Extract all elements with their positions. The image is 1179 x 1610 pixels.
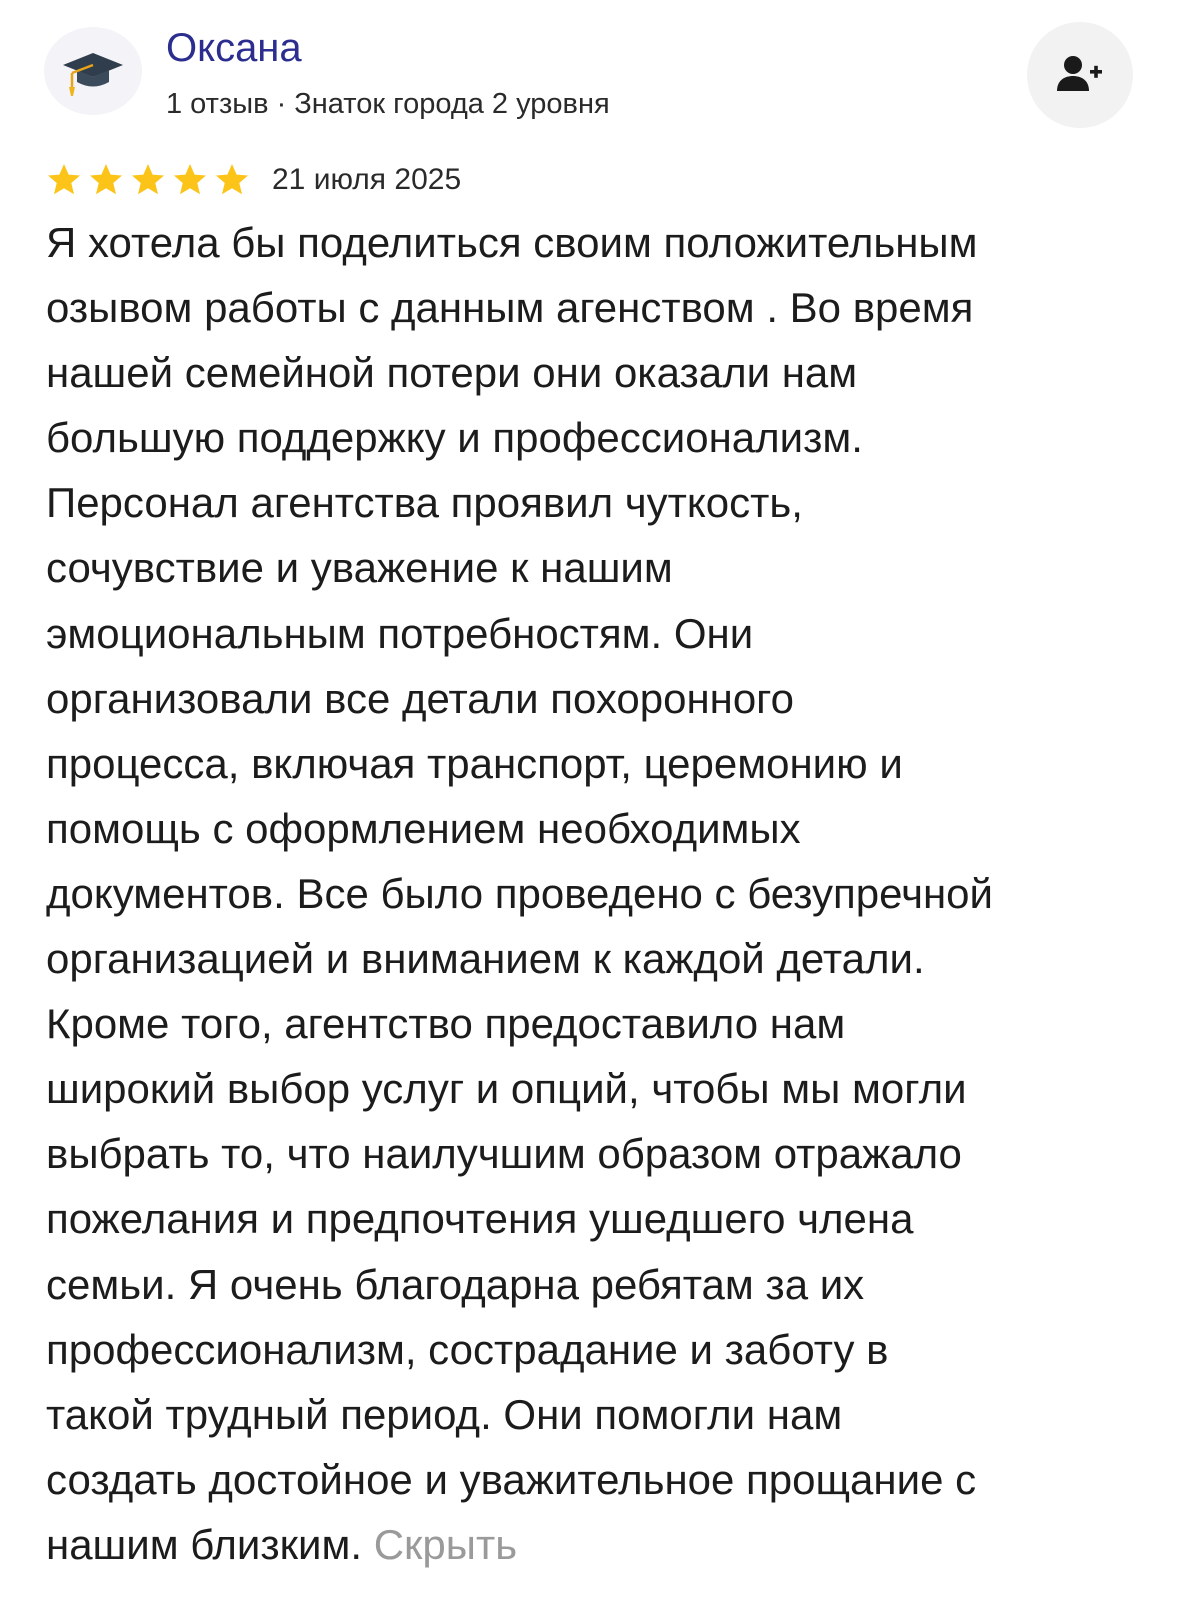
review-text-line-content: эмоциональным потребностям. Они: [46, 609, 754, 657]
review-text-line: [46, 731, 1166, 796]
star-rating: [46, 162, 250, 198]
review-text-line: [46, 1512, 1166, 1577]
review-text-line: [46, 991, 1166, 1056]
review-text-line-content: семьи. Я очень благодарна ребятам за их: [46, 1260, 865, 1308]
review-text-line: [46, 1317, 1166, 1382]
review-text-line-content: профессионализм, сострадание и заботу в: [46, 1325, 889, 1373]
review-text-line: [46, 601, 1166, 666]
review-text-line-content: выбрать то, что наилучшим образом отражало: [46, 1130, 962, 1178]
review-text-line: [46, 796, 1166, 861]
review-text-line-content: сочувствие и уважение к нашим: [46, 544, 673, 592]
review-text-line-content: Я хотела бы поделиться своим положительным: [46, 219, 978, 266]
review-text-line: [46, 275, 1166, 340]
review-text-line-content: такой трудный период. Они помогли нам: [46, 1390, 843, 1438]
author-meta: 1 отзыв · Знаток города 2 уровня: [166, 88, 610, 120]
review-text-line-content: нашим близким.: [46, 1520, 363, 1568]
review-text-line: [46, 340, 1166, 405]
author-avatar[interactable]: [44, 27, 142, 115]
review-text-line-content: организацией и вниманием к каждой детали.: [46, 935, 925, 983]
review-text-line: [46, 926, 1166, 991]
rating-row: [46, 158, 461, 202]
review-text-line-content: документов. Все было проведено с безупречной: [46, 869, 993, 917]
review-text-line: [46, 1447, 1166, 1512]
star-icon: [46, 162, 82, 198]
review-text-line-content: большую поддержку и профессионализм.: [46, 414, 863, 462]
review-text-line: [46, 1186, 1166, 1251]
graduation-cap-icon: [61, 39, 125, 103]
review-text-line-content: широкий выбор услуг и опций, чтобы мы могли: [46, 1065, 967, 1113]
review-text-line: [46, 1056, 1166, 1121]
review-text-line-content: создать достойное и уважительное прощание с: [46, 1455, 977, 1503]
review-text-line-content: нашей семейной потери они оказали нам: [46, 349, 858, 397]
review-text-line: [46, 861, 1166, 926]
review-text-line-content: процесса, включая транспорт, церемонию и: [46, 739, 903, 787]
review-text-line-content: помощь с оформлением необходимых: [46, 804, 801, 852]
review-text-line: [46, 535, 1166, 600]
review-text-line: [46, 666, 1166, 731]
review-text-line: [46, 405, 1166, 470]
review-text-line-content: организовали все детали похоронного: [46, 674, 794, 722]
add-user-icon: [1056, 53, 1104, 97]
hide-link[interactable]: Скрыть: [373, 1520, 518, 1568]
subscribe-button[interactable]: [1027, 22, 1133, 128]
review-text-line-content: Кроме того, агентство предоставило нам: [46, 1000, 846, 1048]
review-date: 21 июля 2025: [272, 163, 462, 196]
author-name[interactable]: Оксана: [166, 26, 302, 70]
review-text-line-content: Персонал агентства проявил чуткость,: [46, 479, 803, 527]
review-text-line: [46, 470, 1166, 535]
review-text-line-content: озывом работы с данным агенством . Во время: [46, 284, 974, 332]
star-icon: [130, 162, 166, 198]
review-text-line: [46, 1252, 1166, 1317]
star-icon: [214, 162, 250, 198]
star-icon: [88, 162, 124, 198]
review-text-line: [46, 1121, 1166, 1186]
review-text-line-content: пожелания и предпочтения ушедшего члена: [46, 1195, 914, 1243]
review-text-line: [46, 1382, 1166, 1447]
review-text-line: [46, 210, 1166, 275]
review-text: [46, 210, 1166, 1577]
star-icon: [172, 162, 208, 198]
